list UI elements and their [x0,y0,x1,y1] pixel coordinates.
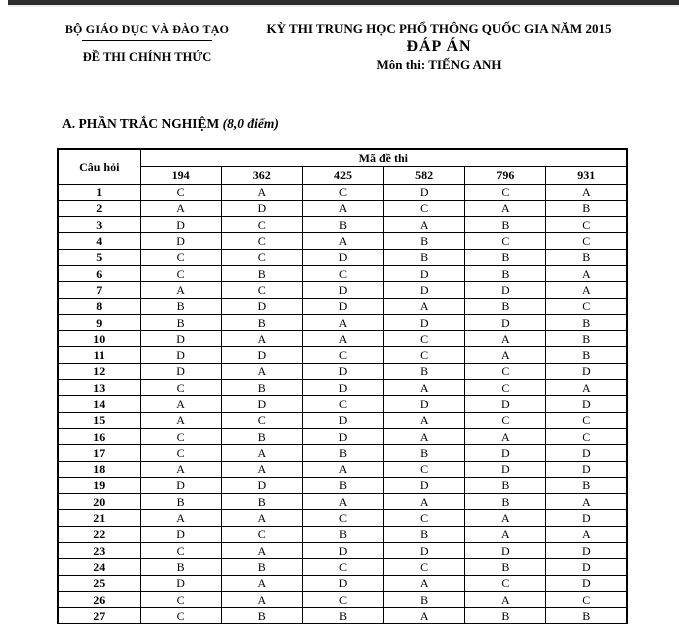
table-row [58,510,627,526]
answer-cell: B [302,217,383,233]
answer-cell: D [302,380,383,396]
question-number-cell: 21 [58,510,140,526]
answer-cell: B [221,428,302,444]
answer-cell: A [302,233,383,249]
table-row [58,363,627,379]
question-number-cell: 6 [58,265,140,281]
answer-cell: D [546,445,627,461]
answer-cell: B [384,249,465,265]
answer-cell: D [546,363,627,379]
answer-cell: C [465,575,546,591]
answer-cell: C [140,380,221,396]
table-row [58,314,627,330]
answer-cell: B [465,608,546,624]
question-number-cell: 10 [58,331,140,347]
answer-cell: A [465,331,546,347]
answer-cell: D [384,477,465,493]
answer-cell: A [384,380,465,396]
answer-cell: D [546,396,627,412]
answer-cell: D [465,445,546,461]
answer-cell: D [140,526,221,542]
header-underline [82,40,212,41]
answer-cell: B [546,477,627,493]
table-row [58,591,627,607]
question-number-cell: 26 [58,591,140,607]
answer-cell: D [221,200,302,216]
answer-cell: A [140,282,221,298]
answer-cell: B [221,559,302,575]
answer-cell: D [140,477,221,493]
question-number-cell: 9 [58,314,140,330]
answer-cell: A [302,461,383,477]
answer-cell: A [384,428,465,444]
section-title: A. PHẦN TRẮC NGHIỆM [62,116,223,131]
answer-cell: C [302,265,383,281]
question-number-cell: 20 [58,494,140,510]
header-left-block [42,22,252,65]
answer-cell: B [465,217,546,233]
answer-cell: A [465,591,546,607]
answer-cell: B [302,445,383,461]
answer-cell: C [384,200,465,216]
answer-cell: C [302,559,383,575]
answer-cell: B [465,298,546,314]
answer-cell: D [221,298,302,314]
answer-cell: C [546,233,627,249]
exam-code-header: 931 [546,166,627,184]
question-number-cell: 23 [58,543,140,559]
answer-cell: C [546,428,627,444]
answer-cell: C [465,184,546,200]
answer-cell: A [546,494,627,510]
table-row [58,184,627,200]
issuing-authority: BỘ GIÁO DỤC VÀ ĐÀO TẠO [64,22,230,36]
answer-cell: A [465,428,546,444]
exam-code-group-header: Mã đề thi [140,149,627,166]
table-row [58,249,627,265]
answer-cell: D [546,461,627,477]
exam-code-header: 425 [302,166,383,184]
answer-cell: C [302,510,383,526]
answer-cell: B [221,494,302,510]
answer-cell: A [546,265,627,281]
answer-cell: B [302,526,383,542]
answer-cell: B [140,559,221,575]
table-row [58,217,627,233]
table-row [58,298,627,314]
answer-cell: B [465,265,546,281]
answer-cell: D [140,217,221,233]
answer-cell: A [140,200,221,216]
answer-cell: B [465,477,546,493]
answer-cell: B [465,249,546,265]
table-row [58,282,627,298]
answer-cell: D [384,314,465,330]
answer-cell: A [221,331,302,347]
answer-cell: D [465,543,546,559]
answer-cell: A [546,526,627,542]
answer-cell: D [140,233,221,249]
answer-cell: D [302,412,383,428]
answer-cell: D [302,249,383,265]
table-row [58,575,627,591]
answer-cell: C [302,396,383,412]
answer-cell: C [302,347,383,363]
answer-cell: C [140,543,221,559]
answer-cell: A [140,510,221,526]
answer-cell: D [221,396,302,412]
answer-cell: D [302,363,383,379]
answer-cell: B [384,363,465,379]
answer-cell: C [221,282,302,298]
answer-cell: C [384,461,465,477]
answer-cell: C [384,510,465,526]
question-number-cell: 18 [58,461,140,477]
exam-code-header: 362 [221,166,302,184]
answer-cell: B [221,380,302,396]
answer-cell: D [302,428,383,444]
answer-cell: C [221,526,302,542]
question-number-cell: 13 [58,380,140,396]
answer-cell: B [546,314,627,330]
answer-cell: A [302,494,383,510]
question-number-cell: 22 [58,526,140,542]
question-number-cell: 14 [58,396,140,412]
table-row [58,543,627,559]
answer-cell: A [221,461,302,477]
question-number-cell: 4 [58,233,140,249]
answer-cell: C [546,298,627,314]
answer-cell: C [140,184,221,200]
answer-cell: C [140,249,221,265]
table-row [58,526,627,542]
question-number-cell: 27 [58,608,140,624]
question-number-cell: 5 [58,249,140,265]
table-row [58,412,627,428]
answer-cell: B [221,608,302,624]
table-row [58,494,627,510]
answer-cell: C [221,217,302,233]
header-right-block [256,21,622,73]
answer-cell: A [221,510,302,526]
answer-cell: D [221,347,302,363]
top-window-bar-highlight [8,5,679,7]
answer-cell: A [384,217,465,233]
question-number-cell: 17 [58,445,140,461]
table-row [58,265,627,281]
answer-cell: C [221,249,302,265]
table-row [58,559,627,575]
answer-cell: B [465,494,546,510]
answer-cell: A [140,412,221,428]
answer-cell: B [546,347,627,363]
answer-cell: B [384,233,465,249]
answer-cell: A [546,380,627,396]
question-number-cell: 25 [58,575,140,591]
question-number-cell: 7 [58,282,140,298]
section-points: (8,0 điểm) [222,116,279,131]
table-row [58,477,627,493]
exam-code-header: 194 [140,166,221,184]
answer-cell: A [384,298,465,314]
answer-cell: A [384,575,465,591]
answer-cell: C [465,380,546,396]
answer-cell: B [384,526,465,542]
table-row [58,380,627,396]
answer-cell: A [384,412,465,428]
answer-key-title: ĐÁP ÁN [406,38,472,55]
subject-label: Môn thi: TIẾNG ANH [376,57,502,72]
answer-cell: D [546,510,627,526]
question-number-cell: 11 [58,347,140,363]
answer-cell: C [302,184,383,200]
answer-cell: A [465,347,546,363]
answer-cell: D [465,461,546,477]
answer-cell: D [546,559,627,575]
question-number-cell: 19 [58,477,140,493]
table-row [58,445,627,461]
answer-cell: B [546,608,627,624]
answer-cell: B [384,445,465,461]
answer-cell: C [384,347,465,363]
answer-cell: C [546,591,627,607]
answer-cell: C [140,265,221,281]
answer-cell: B [302,477,383,493]
answer-cell: B [384,591,465,607]
answer-cell: C [384,331,465,347]
answer-cell: D [384,543,465,559]
answer-cell: D [546,575,627,591]
question-number-cell: 16 [58,428,140,444]
answer-cell: D [140,347,221,363]
answer-cell: D [140,575,221,591]
answer-cell: C [302,591,383,607]
question-number-cell: 1 [58,184,140,200]
table-row [58,233,627,249]
answer-cell: B [221,265,302,281]
answer-cell: B [140,314,221,330]
answer-cell: B [546,331,627,347]
answer-cell: B [546,200,627,216]
answer-cell: B [140,298,221,314]
question-column-header: Câu hỏi [58,149,140,184]
question-number-cell: 2 [58,200,140,216]
exam-type-label: ĐỀ THI CHÍNH THỨC [82,50,212,64]
answer-cell: A [546,282,627,298]
answer-cell: C [546,217,627,233]
table-row [58,347,627,363]
section-heading [62,116,279,132]
answer-cell: A [221,363,302,379]
answer-cell: A [221,575,302,591]
answer-cell: D [384,265,465,281]
answer-cell: D [384,184,465,200]
table-row [58,200,627,216]
table-row [58,461,627,477]
table-row [58,331,627,347]
answer-cell: D [384,282,465,298]
answer-cell: C [140,608,221,624]
answer-cell: B [546,249,627,265]
answer-cell: A [302,331,383,347]
answer-cell: B [465,559,546,575]
answer-cell: A [384,494,465,510]
answer-cell: D [465,396,546,412]
table-row [58,428,627,444]
answer-cell: A [221,184,302,200]
answer-cell: B [221,314,302,330]
question-number-cell: 24 [58,559,140,575]
answer-cell: D [302,575,383,591]
table-row [58,396,627,412]
answer-cell: C [140,591,221,607]
answer-cell: A [140,396,221,412]
answer-cell: A [302,314,383,330]
answer-cell: D [546,543,627,559]
answer-cell: D [221,477,302,493]
answer-cell: B [140,494,221,510]
answer-cell: A [221,543,302,559]
answer-cell: D [302,298,383,314]
answer-cell: A [302,200,383,216]
answer-cell: A [221,445,302,461]
answer-cell: C [465,233,546,249]
answer-cell: C [546,412,627,428]
answer-cell: A [384,608,465,624]
answer-cell: D [465,314,546,330]
answer-key-table [57,148,628,624]
answer-cell: C [465,412,546,428]
question-number-cell: 8 [58,298,140,314]
table-row [58,608,627,624]
answer-cell: D [140,363,221,379]
answer-cell: A [465,200,546,216]
question-number-cell: 3 [58,217,140,233]
answer-cell: D [302,543,383,559]
answer-cell: C [384,559,465,575]
answer-cell: C [221,233,302,249]
question-number-cell: 12 [58,363,140,379]
exam-title: KỲ THI TRUNG HỌC PHỔ THÔNG QUỐC GIA NĂM 2015 [266,21,612,36]
answer-cell: C [465,363,546,379]
answer-cell: D [465,282,546,298]
answer-cell: A [140,461,221,477]
answer-cell: A [465,526,546,542]
exam-code-header: 582 [384,166,465,184]
answer-cell: D [384,396,465,412]
answer-cell: D [302,282,383,298]
exam-code-header: 796 [465,166,546,184]
answer-cell: A [546,184,627,200]
question-number-cell: 15 [58,412,140,428]
answer-cell: C [221,412,302,428]
answer-cell: A [221,591,302,607]
answer-cell: C [140,445,221,461]
answer-cell: B [302,608,383,624]
answer-cell: D [140,331,221,347]
answer-cell: C [140,428,221,444]
answer-cell: A [465,510,546,526]
